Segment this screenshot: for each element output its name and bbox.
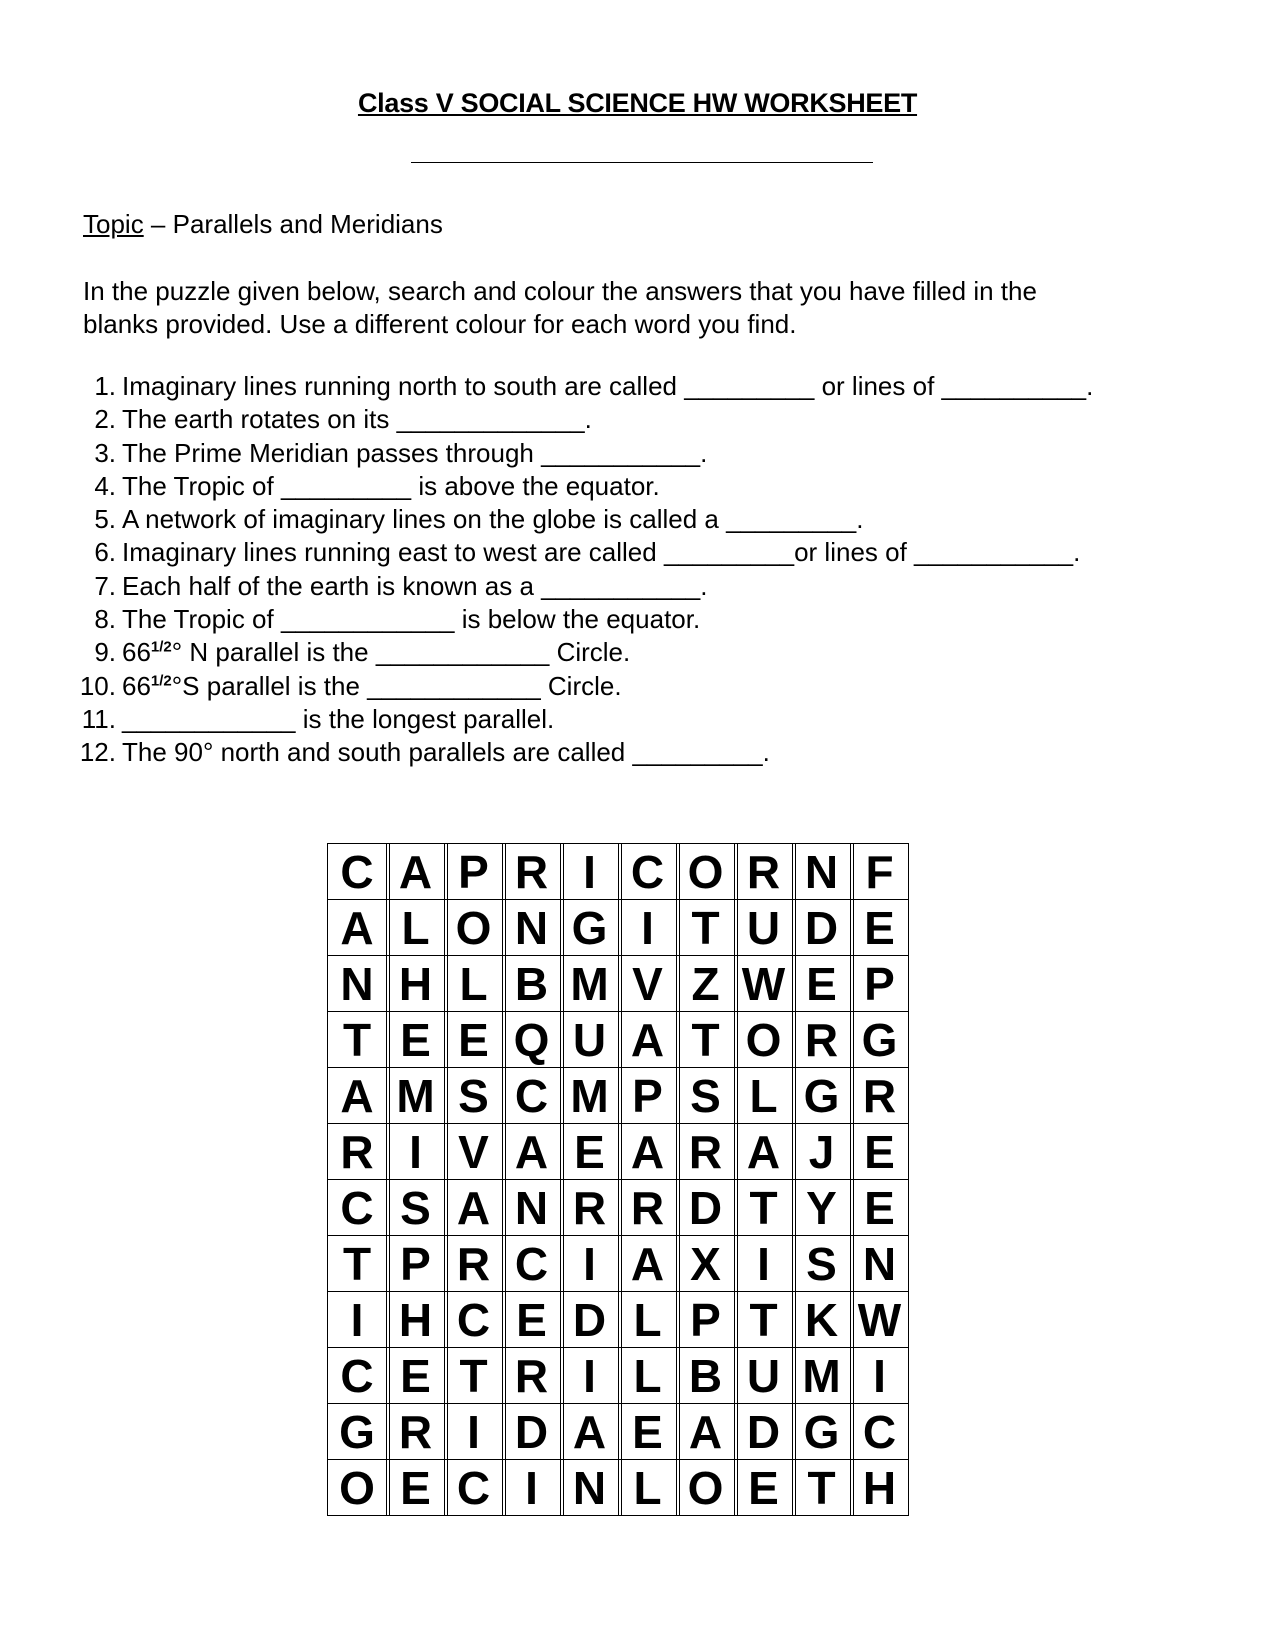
- question-number: 2.: [94, 404, 116, 435]
- grid-letter-cell[interactable]: I: [618, 899, 676, 955]
- grid-letter-cell[interactable]: C: [327, 843, 386, 899]
- grid-letter-cell[interactable]: C: [502, 1235, 560, 1291]
- question-body: °S parallel is the ____________ Circle.: [171, 670, 622, 701]
- grid-letter-cell[interactable]: O: [327, 1459, 386, 1516]
- grid-letter-cell[interactable]: N: [327, 955, 386, 1011]
- grid-letter-cell[interactable]: A: [676, 1403, 734, 1459]
- grid-letter-cell[interactable]: E: [386, 1347, 444, 1403]
- question-item: [60, 570, 1093, 603]
- grid-letter-cell[interactable]: N: [502, 899, 560, 955]
- grid-letter-cell[interactable]: T: [734, 1179, 792, 1235]
- grid-row: [327, 955, 909, 1011]
- grid-letter-cell[interactable]: S: [386, 1179, 444, 1235]
- grid-letter-cell[interactable]: R: [502, 1347, 560, 1403]
- question-text: [116, 637, 630, 667]
- grid-letter-cell[interactable]: A: [618, 1235, 676, 1291]
- grid-letter-cell[interactable]: S: [444, 1067, 502, 1123]
- grid-letter-cell[interactable]: P: [618, 1067, 676, 1123]
- grid-letter-cell[interactable]: J: [792, 1123, 850, 1179]
- grid-letter-cell[interactable]: C: [444, 1291, 502, 1347]
- grid-letter-cell[interactable]: R: [327, 1123, 386, 1179]
- question-fraction: 1/2: [150, 638, 172, 656]
- question-body: ° N parallel is the ____________ Circle.: [171, 637, 631, 668]
- question-text: [116, 537, 1080, 567]
- topic-value: – Parallels and Meridians: [143, 209, 443, 239]
- grid-letter-cell[interactable]: I: [386, 1123, 444, 1179]
- grid-letter-cell[interactable]: C: [618, 843, 676, 899]
- question-item: [60, 536, 1093, 569]
- grid-letter-cell[interactable]: D: [560, 1291, 618, 1347]
- question-body: The 90° north and south parallels are called _________.: [122, 737, 770, 768]
- grid-letter-cell[interactable]: L: [618, 1347, 676, 1403]
- question-text: [116, 604, 700, 634]
- grid-letter-cell[interactable]: I: [560, 1347, 618, 1403]
- instruction-line: blanks provided. Use a different colour for each word you find.: [83, 309, 797, 339]
- grid-letter-cell[interactable]: W: [734, 955, 792, 1011]
- grid-letter-cell[interactable]: M: [560, 955, 618, 1011]
- grid-row: [327, 899, 909, 955]
- grid-letter-cell[interactable]: B: [676, 1347, 734, 1403]
- grid-row: [327, 1403, 909, 1459]
- grid-letter-cell[interactable]: N: [502, 1179, 560, 1235]
- question-text: [116, 404, 592, 434]
- question-number: 1.: [94, 371, 116, 401]
- grid-letter-cell[interactable]: G: [792, 1067, 850, 1123]
- grid-letter-cell[interactable]: E: [444, 1011, 502, 1067]
- grid-letter-cell[interactable]: E: [850, 1123, 909, 1179]
- question-item: [60, 403, 1093, 436]
- question-item: [60, 370, 1093, 403]
- question-fraction: 1/2: [150, 672, 172, 690]
- grid-letter-cell[interactable]: T: [444, 1347, 502, 1403]
- grid-letter-cell[interactable]: E: [734, 1459, 792, 1516]
- question-body: A network of imaginary lines on the globe is called a _________.: [122, 504, 864, 535]
- grid-letter-cell[interactable]: W: [850, 1291, 909, 1347]
- question-number: 8.: [94, 604, 116, 635]
- question-body: Each half of the earth is known as a ___________.: [122, 570, 708, 601]
- grid-letter-cell[interactable]: I: [444, 1403, 502, 1459]
- grid-letter-cell[interactable]: G: [792, 1403, 850, 1459]
- grid-letter-cell[interactable]: R: [618, 1179, 676, 1235]
- grid-letter-cell[interactable]: I: [734, 1235, 792, 1291]
- grid-letter-cell[interactable]: E: [386, 1459, 444, 1516]
- grid-letter-cell[interactable]: T: [792, 1459, 850, 1516]
- grid-letter-cell[interactable]: A: [502, 1123, 560, 1179]
- question-text: [116, 471, 660, 501]
- question-item: [60, 470, 1093, 503]
- grid-letter-cell[interactable]: D: [792, 899, 850, 955]
- question-item: [60, 603, 1093, 636]
- question-item: [60, 636, 1093, 669]
- grid-letter-cell[interactable]: O: [676, 1459, 734, 1516]
- grid-letter-cell[interactable]: D: [502, 1403, 560, 1459]
- grid-letter-cell[interactable]: N: [560, 1459, 618, 1516]
- grid-letter-cell[interactable]: A: [618, 1123, 676, 1179]
- grid-letter-cell[interactable]: M: [560, 1067, 618, 1123]
- grid-letter-cell[interactable]: I: [560, 1235, 618, 1291]
- grid-letter-cell[interactable]: K: [792, 1291, 850, 1347]
- grid-letter-cell[interactable]: T: [734, 1291, 792, 1347]
- grid-row: [327, 1067, 909, 1123]
- grid-letter-cell[interactable]: C: [327, 1179, 386, 1235]
- grid-letter-cell[interactable]: E: [386, 1011, 444, 1067]
- grid-letter-cell[interactable]: R: [560, 1179, 618, 1235]
- question-number: 5.: [94, 504, 116, 535]
- grid-row: [327, 843, 909, 899]
- question-degree-value: 66: [122, 670, 151, 701]
- grid-letter-cell[interactable]: A: [327, 1067, 386, 1123]
- grid-letter-cell[interactable]: U: [734, 1347, 792, 1403]
- grid-letter-cell[interactable]: P: [850, 955, 909, 1011]
- instructions: [83, 275, 1213, 341]
- topic-label: Topic: [83, 209, 144, 239]
- grid-row: [327, 1235, 909, 1291]
- grid-letter-cell[interactable]: A: [734, 1123, 792, 1179]
- grid-letter-cell[interactable]: A: [327, 899, 386, 955]
- grid-letter-cell[interactable]: E: [850, 899, 909, 955]
- instruction-line: In the puzzle given below, search and colour the answers that you have filled in the: [83, 276, 1037, 306]
- grid-row: [327, 1179, 909, 1235]
- grid-letter-cell[interactable]: P: [444, 843, 502, 899]
- question-text: [116, 504, 863, 534]
- question-list: [60, 370, 1093, 770]
- worksheet-title: Class V SOCIAL SCIENCE HW WORKSHEET: [357, 88, 918, 118]
- grid-letter-cell[interactable]: R: [386, 1403, 444, 1459]
- grid-letter-cell[interactable]: I: [502, 1459, 560, 1516]
- question-number: 3.: [94, 437, 116, 468]
- grid-letter-cell[interactable]: O: [444, 899, 502, 955]
- grid-row: [327, 1123, 909, 1179]
- grid-letter-cell[interactable]: A: [444, 1179, 502, 1235]
- question-body: Imaginary lines running east to west are called _________or lines of ___________.: [122, 537, 1081, 568]
- grid-letter-cell[interactable]: G: [560, 899, 618, 955]
- grid-letter-cell[interactable]: E: [850, 1179, 909, 1235]
- grid-letter-cell[interactable]: L: [734, 1067, 792, 1123]
- grid-letter-cell[interactable]: C: [850, 1403, 909, 1459]
- grid-letter-cell[interactable]: O: [676, 843, 734, 899]
- grid-letter-cell[interactable]: Y: [792, 1179, 850, 1235]
- grid-letter-cell[interactable]: P: [676, 1291, 734, 1347]
- grid-letter-cell[interactable]: R: [502, 843, 560, 899]
- grid-row: [327, 1459, 909, 1516]
- question-number: 12.: [79, 737, 116, 768]
- question-number: 7.: [94, 570, 116, 601]
- grid-letter-cell[interactable]: R: [676, 1123, 734, 1179]
- question-number: 4.: [94, 470, 116, 501]
- grid-letter-cell[interactable]: L: [444, 955, 502, 1011]
- grid-letter-cell[interactable]: E: [502, 1291, 560, 1347]
- question-body: Imaginary lines running north to south are called _________ or lines of __________.: [122, 371, 1094, 401]
- grid-letter-cell[interactable]: D: [676, 1179, 734, 1235]
- question-item: [60, 670, 1093, 703]
- question-text: [116, 571, 707, 601]
- question-text: [116, 704, 554, 734]
- question-item: [60, 703, 1093, 736]
- grid-letter-cell[interactable]: V: [618, 955, 676, 1011]
- grid-letter-cell[interactable]: A: [618, 1011, 676, 1067]
- grid-letter-cell[interactable]: M: [792, 1347, 850, 1403]
- question-body: ____________ is the longest parallel.: [122, 703, 555, 734]
- grid-letter-cell[interactable]: T: [327, 1011, 386, 1067]
- grid-letter-cell[interactable]: L: [618, 1459, 676, 1516]
- grid-letter-cell[interactable]: G: [327, 1403, 386, 1459]
- question-body: The earth rotates on its _____________.: [122, 404, 592, 435]
- question-item: [60, 736, 1093, 769]
- grid-letter-cell[interactable]: E: [618, 1403, 676, 1459]
- grid-letter-cell[interactable]: V: [444, 1123, 502, 1179]
- grid-letter-cell[interactable]: S: [792, 1235, 850, 1291]
- grid-row: [327, 1291, 909, 1347]
- grid-letter-cell[interactable]: H: [386, 955, 444, 1011]
- grid-letter-cell[interactable]: I: [327, 1291, 386, 1347]
- question-body: The Tropic of ____________ is below the equator.: [122, 604, 701, 635]
- question-item: [60, 437, 1093, 470]
- grid-letter-cell[interactable]: P: [386, 1235, 444, 1291]
- question-number: 11.: [81, 703, 116, 734]
- grid-letter-cell[interactable]: Q: [502, 1011, 560, 1067]
- grid-letter-cell[interactable]: D: [734, 1403, 792, 1459]
- grid-letter-cell[interactable]: M: [386, 1067, 444, 1123]
- grid-letter-cell[interactable]: O: [734, 1011, 792, 1067]
- grid-letter-cell[interactable]: H: [386, 1291, 444, 1347]
- grid-letter-cell[interactable]: E: [560, 1123, 618, 1179]
- question-text: [116, 671, 622, 701]
- grid-letter-cell[interactable]: R: [850, 1067, 909, 1123]
- grid-letter-cell[interactable]: T: [676, 899, 734, 955]
- grid-letter-cell[interactable]: B: [502, 955, 560, 1011]
- question-item: [60, 503, 1093, 536]
- grid-letter-cell[interactable]: L: [618, 1291, 676, 1347]
- grid-row: [327, 1347, 909, 1403]
- topic-line: [83, 209, 443, 240]
- grid-letter-cell[interactable]: Z: [676, 955, 734, 1011]
- grid-letter-cell[interactable]: C: [327, 1347, 386, 1403]
- grid-letter-cell[interactable]: S: [676, 1067, 734, 1123]
- grid-letter-cell[interactable]: T: [327, 1235, 386, 1291]
- grid-letter-cell[interactable]: H: [850, 1459, 909, 1516]
- grid-letter-cell[interactable]: L: [386, 899, 444, 955]
- grid-letter-cell[interactable]: I: [850, 1347, 909, 1403]
- question-degree-value: 66: [122, 637, 151, 668]
- grid-letter-cell[interactable]: N: [850, 1235, 909, 1291]
- grid-letter-cell[interactable]: C: [502, 1067, 560, 1123]
- grid-letter-cell[interactable]: E: [792, 955, 850, 1011]
- grid-letter-cell[interactable]: X: [676, 1235, 734, 1291]
- grid-letter-cell[interactable]: U: [734, 899, 792, 955]
- grid-letter-cell[interactable]: I: [560, 843, 618, 899]
- grid-letter-cell[interactable]: R: [792, 1011, 850, 1067]
- grid-letter-cell[interactable]: U: [560, 1011, 618, 1067]
- question-body: The Prime Meridian passes through ___________.: [122, 437, 708, 468]
- grid-letter-cell[interactable]: F: [850, 843, 909, 899]
- question-number: 10.: [79, 670, 116, 701]
- grid-letter-cell[interactable]: N: [792, 843, 850, 899]
- grid-letter-cell[interactable]: T: [676, 1011, 734, 1067]
- grid-letter-cell[interactable]: R: [734, 843, 792, 899]
- question-text: [116, 438, 707, 468]
- word-search-grid: [327, 843, 909, 1516]
- grid-letter-cell[interactable]: G: [850, 1011, 909, 1067]
- question-text: [116, 371, 1093, 401]
- question-text: [116, 737, 770, 767]
- grid-letter-cell[interactable]: A: [386, 843, 444, 899]
- title-underline-rule: [411, 162, 873, 163]
- grid-letter-cell[interactable]: R: [444, 1235, 502, 1291]
- question-body: The Tropic of _________ is above the equator.: [122, 470, 660, 501]
- grid-letter-cell[interactable]: C: [444, 1459, 502, 1516]
- question-number: 9.: [94, 637, 116, 668]
- question-number: 6.: [94, 537, 116, 568]
- grid-letter-cell[interactable]: A: [560, 1403, 618, 1459]
- grid-row: [327, 1011, 909, 1067]
